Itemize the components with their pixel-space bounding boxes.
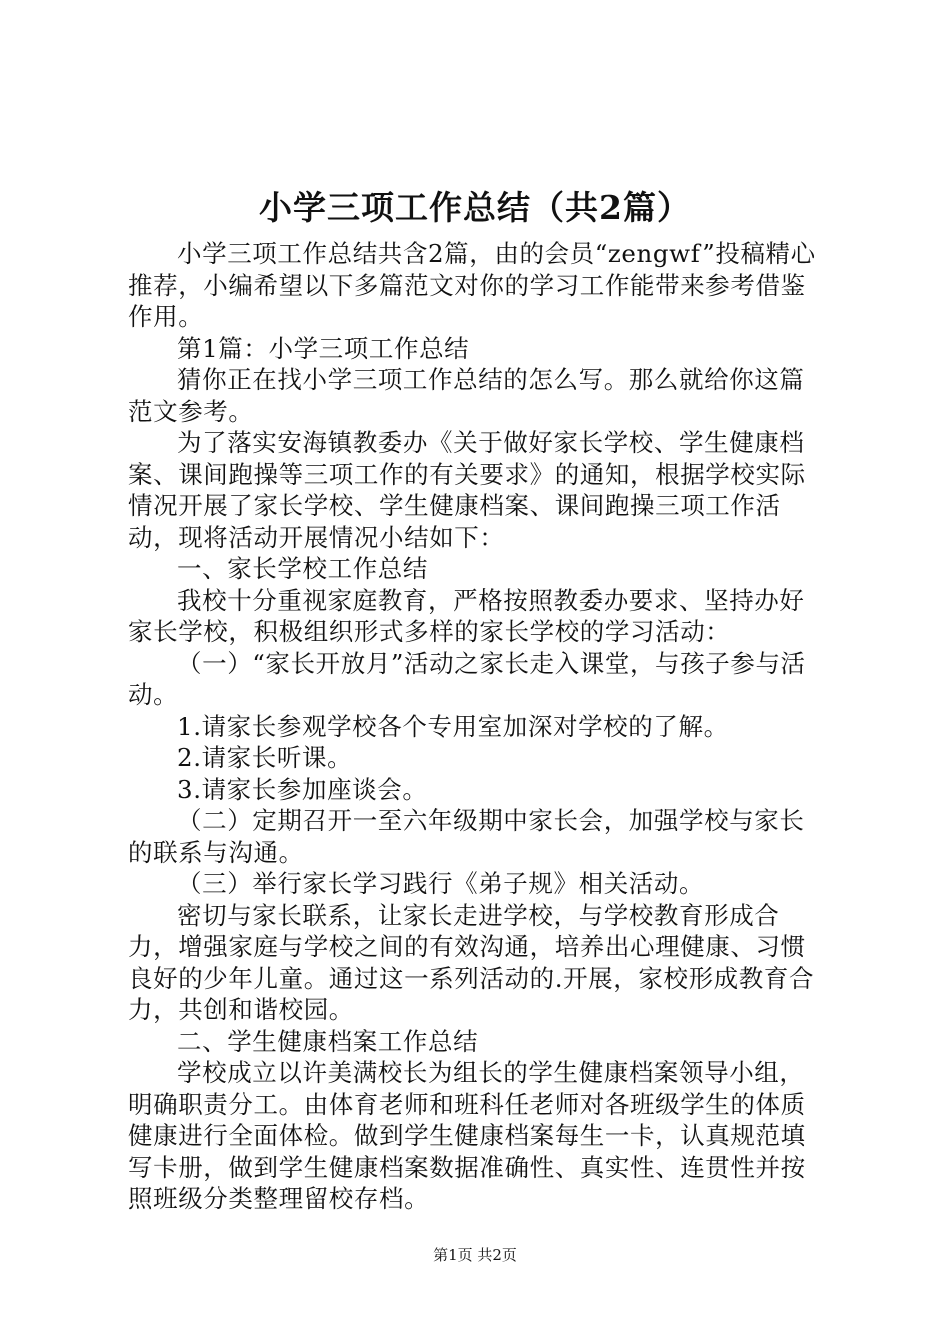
subsection-paragraph: （三）举行家长学习践行《弟子规》相关活动。: [177, 869, 705, 898]
section-heading: 二、学生健康档案工作总结: [177, 1026, 479, 1056]
body-paragraph: 猜你正在找小学三项工作总结的怎么写。那么就给你这篇范文参考。: [128, 365, 805, 426]
subsection-paragraph: （二）定期召开一至六年级期中家长会，加强学校与家长的联系与沟通。: [128, 806, 805, 867]
list-item: 2.请家长听课。: [177, 743, 353, 772]
page-footer: 第1页 共2页: [433, 1246, 517, 1264]
body-paragraph: 我校十分重视家庭教育，严格按照教委办要求、坚持办好家长学校，积极组织形式多样的家长学校的学习活动：: [128, 585, 805, 646]
document-title: 小学三项工作总结（共2篇）: [259, 188, 691, 227]
body-paragraph: 密切与家长联系，让家长走进学校，与学校教育形成合力，增强家庭与学校之间的有效沟通，培养出心理健康、习惯良好的少年儿童。通过这一系列活动的.开展，家校形成教育合力，共创和谐校园。: [128, 900, 815, 1024]
document-body: [128, 238, 828, 1215]
list-item: 3.请家长参加座谈会。: [177, 774, 428, 804]
list-item: 1.请家长参观学校各个专用室加深对学校的了解。: [177, 711, 729, 741]
body-paragraph: 为了落实安海镇教委办《关于做好家长学校、学生健康档案、课间跑操等三项工作的有关要求》的通知，根据学校实际情况开展了家长学校、学生健康档案、课间跑操三项工作活动，现将活动开展情况小结如下：: [128, 428, 806, 552]
subsection-paragraph: （一）“家长开放月”活动之家长走入课堂，与孩子参与活动。: [128, 648, 806, 709]
article-heading: 第1篇：小学三项工作总结: [177, 333, 470, 363]
intro-paragraph: 小学三项工作总结共含2篇，由的会员“zengwf”投稿精心推荐，小编希望以下多篇范文对你的学习工作能带来参考借鉴作用。: [128, 239, 816, 331]
body-paragraph: 学校成立以许美满校长为组长的学生健康档案领导小组，明确职责分工。由体育老师和班科任老师对各班级学生的体质健康进行全面体检。做到学生健康档案每生一卡，认真规范填写卡册，做到学生健康档案数据准确性、真实性、连贯性并按照班级分类整理留校存档。: [128, 1058, 806, 1213]
section-heading: 一、家长学校工作总结: [177, 554, 428, 583]
